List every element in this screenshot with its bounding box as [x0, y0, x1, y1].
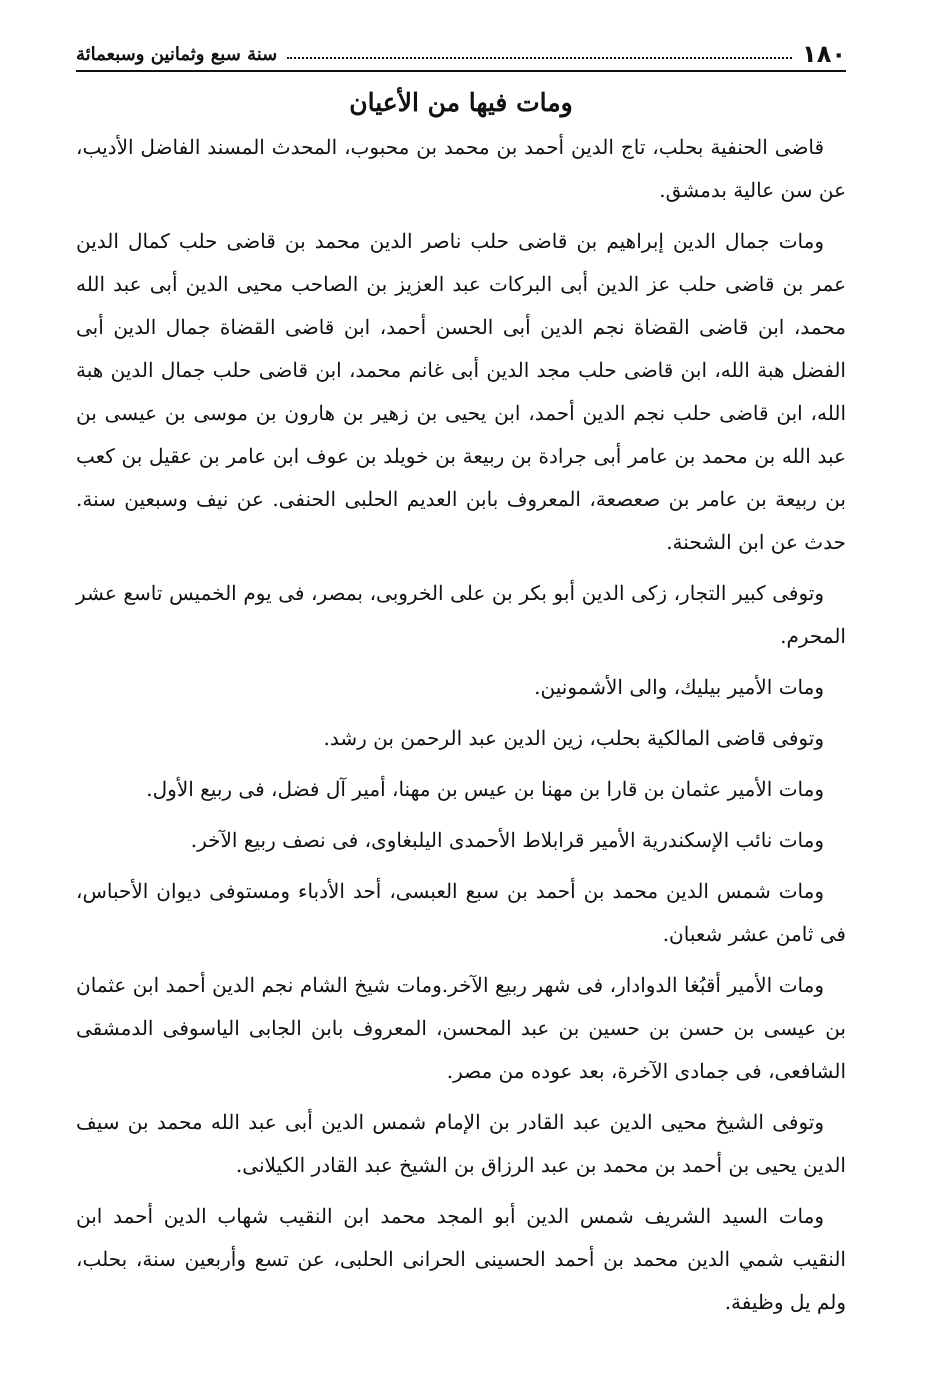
book-page	[76, 28, 846, 1348]
page-number: ١٨٠	[802, 40, 846, 68]
page-header	[76, 28, 846, 72]
paragraph: وتوفى كبير التجار، زكى الدين أبو بكر بن على الخروبى، بمصر، فى يوم الخميس تاسع عشر المحرم.	[76, 581, 846, 648]
paragraph: ومات نائب الإسكندرية الأمير قرابلاط الأحمدى اليلبغاوى، فى نصف ربيع الآخر.	[190, 828, 824, 852]
section-title: ومات فيها من الأعيان	[349, 88, 573, 117]
running-title: سنة سبع وثمانين وسبعمائة	[76, 44, 278, 66]
paragraph: قاضى الحنفية بحلب، تاج الدين أحمد بن محمد بن محبوب، المحدث المسند الفاضل الأديب، عن سن عالية بدمشق.	[76, 135, 846, 202]
paragraph: ومات السيد الشريف شمس الدين أبو المجد محمد ابن النقيب شهاب الدين أحمد ابن النقيب شمي الدين محمد بن أحمد الحسينى الحرانى الحلبى، عن تسع وأربعين سنة، بحلب، ولم يل وظيفة.	[76, 1204, 846, 1314]
paragraph: ومات الأمير بيليك، والى الأشمونين.	[534, 675, 824, 699]
paragraph: ومات الأمير أقبُغا الدوادار، فى شهر ربيع الآخر.ومات شيخ الشام نجم الدين أحمد ابن عثمان بن عيسى بن حسن بن حسين بن عبد المحسن، المعروف بابن الجابى الياسوفى الدمشقى الشافعى، فى جمادى الآخرة، بعد عوده من مصر.	[76, 973, 847, 1083]
paragraph: ومات شمس الدين محمد بن أحمد بن سبع العبسى، أحد الأدباء ومستوفى ديوان الأحباس، فى ثامن عشر شعبان.	[76, 879, 846, 946]
paragraph: وتوفى الشيخ محيى الدين عبد القادر بن الإمام شمس الدين أبى عبد الله محمد بن سيف الدين يحيى بن أحمد بن محمد بن عبد الرزاق بن الشيخ عبد القادر الكيلانى.	[76, 1110, 846, 1177]
paragraph: ومات جمال الدين إبراهيم بن قاضى حلب ناصر الدين محمد بن قاضى حلب كمال الدين عمر بن قاضى حلب عز الدين أبى البركات عبد العزيز بن الصاحب محيى الدين أبى عبد الله محمد، ابن قاضى القضاة نجم الدين أبى الحسن أحمد، ابن قاضى القضاة جمال الدين أبى الفضل هبة الله، ابن قاضى حلب مجد الدين أبى غانم محمد، ابن قاضى حلب جمال الدين هبة الله، ابن قاضى حلب نجم الدين أحمد، ابن يحيى بن زهير بن هارون بن موسى بن عيسى بن عبد الله بن محمد بن عامر أبى جرادة بن ربيعة بن خويلد بن عوف ابن عامر بن عقيل بن كعب بن ربيعة بن عامر بن صعصعة، المعروف بابن العديم الحلبى الحنفى. عن نيف وسبعين سنة. حدث عن ابن الشحنة.	[76, 229, 846, 554]
paragraph: ومات الأمير عثمان بن قارا بن مهنا بن عيس بن مهنا، أمير آل فضل، فى ربيع الأول.	[146, 777, 824, 801]
dotted-leader	[287, 57, 792, 59]
paragraph: وتوفى قاضى المالكية بحلب، زين الدين عبد الرحمن بن رشد.	[323, 726, 824, 750]
